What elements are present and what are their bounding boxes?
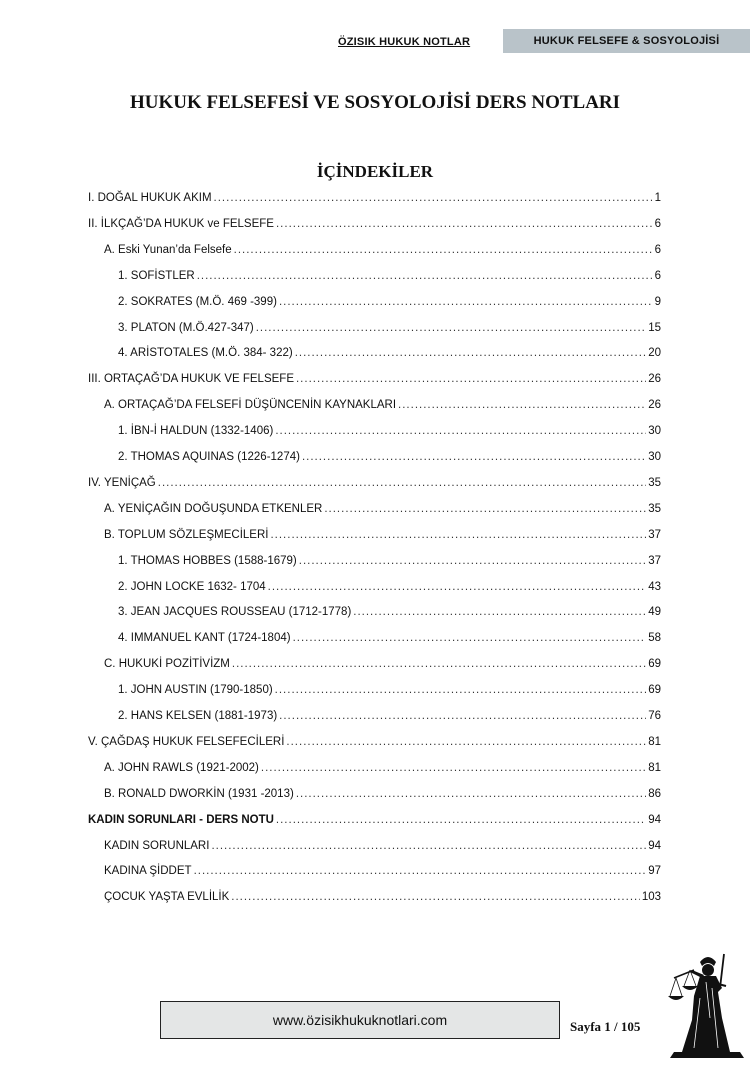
toc-dot-leader: [197, 266, 653, 286]
toc-entry-page: 69: [648, 658, 661, 671]
toc-entry-title: I. DOĞAL HUKUK AKIM: [88, 192, 212, 204]
toc-entry-page: 97: [648, 865, 661, 878]
toc-entry[interactable]: [104, 654, 661, 674]
toc-entry[interactable]: [118, 577, 661, 597]
toc-entry-title: 2. SOKRATES (M.Ö. 469 -399): [118, 295, 277, 308]
header-left-title: ÖZISIK HUKUK NOTLAR: [338, 36, 471, 48]
toc-dot-leader: [296, 369, 646, 389]
toc-dot-leader: [295, 343, 647, 363]
toc-entry-page: 37: [648, 528, 661, 541]
toc-entry-page: 81: [648, 761, 661, 774]
toc-entry-title: 1. İBN-İ HALDUN (1332-1406): [118, 425, 274, 438]
toc-dot-leader: [194, 861, 647, 881]
toc-entry-title: V. ÇAĞDAŞ HUKUK FELSEFECİLERİ: [88, 735, 285, 748]
toc-entry-page: 49: [648, 606, 661, 619]
toc-entry-page: 35: [648, 476, 661, 489]
toc-entry-title: B. TOPLUM SÖZLEŞMECİLERİ: [104, 528, 269, 541]
lady-justice-icon: [660, 948, 744, 1060]
toc-entry-title: KADIN SORUNLARI - DERS NOTU: [88, 813, 274, 826]
toc-entry-title: 2. JOHN LOCKE 1632- 1704: [118, 580, 266, 593]
toc-entry-title: KADIN SORUNLARI: [104, 839, 210, 852]
toc-dot-leader: [275, 421, 646, 441]
toc-entry-title: A. JOHN RAWLS (1921-2002): [104, 761, 259, 774]
toc-entry-title: 2. THOMAS AQUINAS (1226-1274): [118, 451, 300, 463]
toc-dot-leader: [232, 654, 646, 674]
toc-entry[interactable]: [88, 214, 661, 234]
toc-dot-leader: [293, 628, 647, 648]
toc-entry-page: 94: [648, 839, 661, 852]
toc-entry-title: 4. IMMANUEL KANT (1724-1804): [118, 632, 291, 645]
document-title: HUKUK FELSEFESİ VE SOSYOLOJİSİ DERS NOTLARI: [129, 92, 621, 113]
toc-dot-leader: [276, 214, 653, 234]
toc-dot-leader: [261, 758, 646, 778]
toc-dot-leader: [279, 292, 653, 312]
toc-entry-page: 1: [654, 192, 661, 204]
toc-entry-page: 76: [648, 710, 661, 722]
toc-entry-page: 26: [648, 399, 661, 412]
toc-entry-title: III. ORTAÇAĞ’DA HUKUK VE FELSEFE: [88, 373, 294, 386]
toc-entry-page: 15: [648, 321, 661, 334]
toc-entry[interactable]: [104, 525, 661, 545]
toc-entry[interactable]: [104, 499, 661, 519]
toc-entry-title: 1. JOHN AUSTIN (1790-1850): [118, 684, 273, 697]
toc-entry[interactable]: [88, 369, 661, 389]
toc-entry[interactable]: [104, 836, 661, 856]
toc-dot-leader: [398, 395, 646, 415]
toc-entry-title: A. ORTAÇAĞ’DA FELSEFİ DÜŞÜNCENİN KAYNAKLARI: [104, 399, 397, 412]
website-link[interactable]: www.özisikhukuknotlari.com: [272, 1012, 448, 1028]
page-number: Sayfa 1 / 105: [570, 1019, 641, 1034]
toc-entry-page: 35: [648, 502, 661, 515]
toc-entry[interactable]: [118, 551, 661, 571]
toc-entry[interactable]: [118, 318, 661, 338]
toc-dot-leader: [276, 810, 646, 830]
toc-entry-title: 4. ARİSTOTALES (M.Ö. 384- 322): [118, 347, 293, 360]
toc-entry-page: 6: [654, 243, 661, 256]
toc-entry-title: ÇOCUK YAŞTA EVLİLİK: [104, 891, 230, 904]
toc-entry[interactable]: [118, 266, 661, 286]
toc-entry[interactable]: [88, 188, 661, 208]
toc-entry[interactable]: [104, 861, 661, 881]
toc-entry-page: 6: [654, 269, 661, 282]
toc-entry-title: A. YENİÇAĞIN DOĞUŞUNDA ETKENLER: [104, 502, 323, 515]
toc-entry-title: II. İLKÇAĞ’DA HUKUK ve FELSEFE: [88, 217, 274, 230]
toc-dot-leader: [279, 706, 646, 726]
toc-dot-leader: [302, 447, 646, 467]
toc-entry-title: 3. JEAN JACQUES ROUSSEAU (1712-1778): [118, 606, 352, 619]
toc-entry[interactable]: [118, 421, 661, 441]
toc-entry[interactable]: [118, 680, 661, 700]
toc-entry[interactable]: [88, 732, 661, 752]
toc-entry-page: 103: [641, 891, 661, 904]
toc-dot-leader: [234, 240, 653, 260]
toc-dot-leader: [353, 602, 646, 622]
toc-dot-leader: [268, 577, 647, 597]
toc-dot-leader: [158, 473, 646, 493]
toc-entry-page: 9: [654, 295, 661, 308]
toc-entry[interactable]: [104, 758, 661, 778]
toc-entry-page: 43: [648, 580, 661, 593]
toc-entry[interactable]: [118, 292, 661, 312]
toc-entry[interactable]: [104, 887, 661, 907]
toc-entry-page: 30: [648, 425, 661, 438]
toc-dot-leader: [256, 318, 646, 338]
toc-entry[interactable]: [88, 810, 661, 830]
toc-dot-leader: [299, 551, 646, 571]
toc-entry-title: 2. HANS KELSEN (1881-1973): [118, 710, 278, 722]
toc-entry-page: 6: [654, 217, 661, 230]
toc-entry-page: 69: [648, 684, 661, 697]
toc-dot-leader: [275, 680, 647, 700]
toc-entry-page: 37: [648, 554, 661, 567]
toc-entry-page: 81: [648, 735, 661, 748]
toc-entry[interactable]: [104, 240, 661, 260]
toc-heading: İÇİNDEKİLER: [316, 162, 434, 181]
header-right-banner: HUKUK FELSEFE & SOSYOLOJİSİ: [503, 29, 750, 53]
toc-entry-title: KADINA ŞİDDET: [104, 865, 192, 878]
toc-entry[interactable]: [118, 628, 661, 648]
toc-entry-page: 58: [648, 632, 661, 645]
toc-dot-leader: [296, 784, 646, 804]
toc-entry-page: 94: [648, 813, 661, 826]
toc-entry[interactable]: [118, 706, 661, 726]
toc-entry-page: 20: [648, 347, 661, 360]
toc-entry-title: 3. PLATON (M.Ö.427-347): [118, 321, 254, 334]
toc-entry-page: 30: [648, 451, 661, 463]
toc-entry-title: IV. YENİÇAĞ: [88, 476, 156, 489]
toc-entry[interactable]: [118, 447, 661, 467]
toc-entry[interactable]: [104, 784, 661, 804]
toc-entry-title: 1. SOFİSTLER: [118, 269, 195, 282]
toc-dot-leader: [324, 499, 646, 519]
toc-entry-title: 1. THOMAS HOBBES (1588-1679): [118, 554, 297, 567]
toc-dot-leader: [211, 836, 646, 856]
toc-entry[interactable]: [118, 602, 661, 622]
toc-entry-title: B. RONALD DWORKİN (1931 -2013): [104, 787, 294, 800]
toc-entry-title: C. HUKUKİ POZİTİVİZM: [104, 658, 230, 671]
toc-entry-title: A. Eski Yunan’da Felsefe: [104, 243, 232, 256]
toc-entry[interactable]: [88, 473, 661, 493]
toc-dot-leader: [270, 525, 646, 545]
toc-entry-page: 86: [648, 787, 661, 800]
toc-dot-leader: [214, 188, 653, 208]
toc-dot-leader: [286, 732, 646, 752]
toc-entry[interactable]: [104, 395, 661, 415]
toc-dot-leader: [231, 887, 640, 907]
toc-entry[interactable]: [118, 343, 661, 363]
toc-entry-page: 26: [648, 373, 661, 386]
website-box: [160, 1001, 560, 1039]
